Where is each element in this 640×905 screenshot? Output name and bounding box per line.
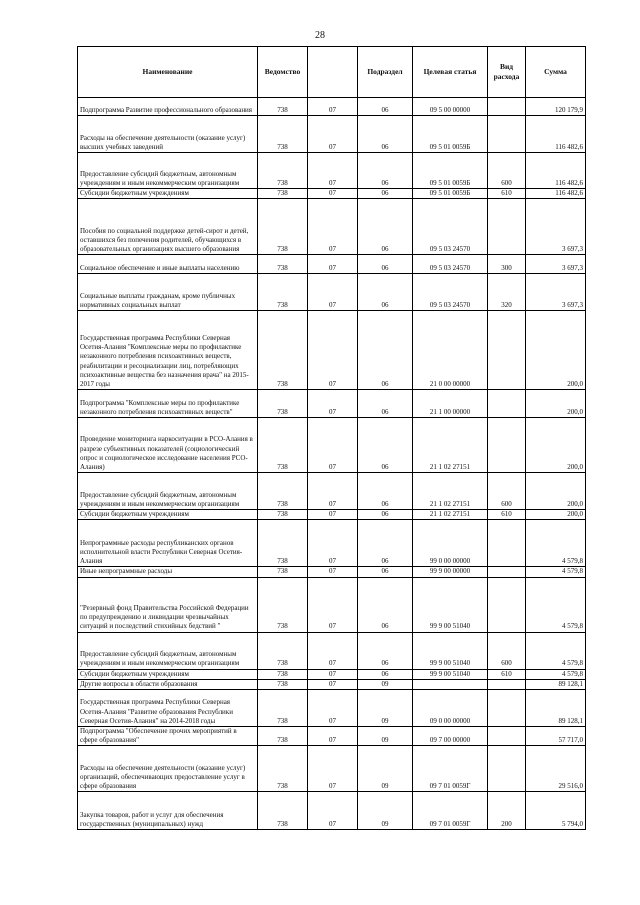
cell-name: Другие вопросы в области образования <box>78 679 258 689</box>
cell-expense-type: 610 <box>488 669 526 679</box>
cell-section: 07 <box>308 510 358 520</box>
cell-department: 738 <box>258 510 308 520</box>
cell-name: Социальные выплаты гражданам, кроме публичных нормативных социальных выплат <box>78 274 258 311</box>
table-row <box>78 274 586 311</box>
cell-name: Субсидии бюджетным учреждениям <box>78 189 258 199</box>
cell-amount: 200,0 <box>526 510 586 520</box>
cell-subsection: 09 <box>358 727 413 746</box>
cell-section: 07 <box>308 390 358 418</box>
budget-table <box>77 46 586 830</box>
cell-section: 07 <box>308 199 358 255</box>
cell-section: 07 <box>308 727 358 746</box>
cell-name: Подпрограмма Развитие профессионального образования <box>78 98 258 116</box>
table-row <box>78 577 586 632</box>
cell-amount: 200,0 <box>526 390 586 418</box>
table-row <box>78 669 586 679</box>
cell-target-article: 21 1 00 00000 <box>413 390 488 418</box>
header-target-article: Целевая статья <box>413 47 488 98</box>
cell-section: 07 <box>308 690 358 727</box>
table-row <box>78 727 586 746</box>
cell-department: 738 <box>258 632 308 669</box>
table-row <box>78 255 586 274</box>
cell-name: "Резервный фонд Правительства Российской Федерации по предупреждению и ликвидации чрезвычайных ситуаций и последствий стихийных бедствий " <box>78 577 258 632</box>
cell-amount: 116 482,6 <box>526 116 586 153</box>
cell-department: 738 <box>258 390 308 418</box>
cell-name: Субсидии бюджетным учреждениям <box>78 510 258 520</box>
table-row <box>78 746 586 792</box>
table-row <box>78 510 586 520</box>
cell-target-article: 09 5 03 24570 <box>413 255 488 274</box>
cell-section: 07 <box>308 189 358 199</box>
cell-section: 07 <box>308 116 358 153</box>
cell-expense-type <box>488 98 526 116</box>
cell-department: 738 <box>258 189 308 199</box>
cell-department: 738 <box>258 690 308 727</box>
cell-expense-type <box>488 311 526 390</box>
cell-section: 07 <box>308 418 358 473</box>
cell-department: 738 <box>258 473 308 510</box>
cell-amount: 120 179,9 <box>526 98 586 116</box>
cell-amount: 4 579,8 <box>526 669 586 679</box>
cell-expense-type <box>488 520 526 567</box>
cell-department: 738 <box>258 520 308 567</box>
header-name: Наименование <box>78 47 258 98</box>
cell-subsection: 09 <box>358 690 413 727</box>
table-row <box>78 418 586 473</box>
table-row <box>78 98 586 116</box>
header-department: Ведомство <box>258 47 308 98</box>
cell-department: 738 <box>258 274 308 311</box>
cell-subsection: 09 <box>358 792 413 830</box>
cell-section: 07 <box>308 746 358 792</box>
cell-subsection: 06 <box>358 567 413 577</box>
cell-section: 07 <box>308 632 358 669</box>
cell-subsection: 06 <box>358 669 413 679</box>
cell-section: 07 <box>308 153 358 189</box>
cell-amount: 4 579,8 <box>526 577 586 632</box>
cell-expense-type <box>488 199 526 255</box>
cell-subsection: 06 <box>358 510 413 520</box>
cell-section: 07 <box>308 98 358 116</box>
cell-name: Закупка товаров, работ и услуг для обеспечения государственных (муниципальных) нужд <box>78 792 258 830</box>
page-number: 28 <box>315 30 325 41</box>
cell-name: Предоставление субсидий бюджетным, автономным учреждениям и иным некоммерческим организациям <box>78 153 258 189</box>
cell-department: 738 <box>258 199 308 255</box>
cell-subsection: 06 <box>358 632 413 669</box>
cell-section: 07 <box>308 520 358 567</box>
cell-amount: 3 697,3 <box>526 199 586 255</box>
table-row <box>78 189 586 199</box>
cell-subsection: 06 <box>358 189 413 199</box>
cell-expense-type <box>488 679 526 689</box>
cell-amount: 200,0 <box>526 473 586 510</box>
cell-expense-type <box>488 418 526 473</box>
cell-department: 738 <box>258 792 308 830</box>
table-row <box>78 792 586 830</box>
cell-section: 07 <box>308 255 358 274</box>
table-row <box>78 632 586 669</box>
header-amount: Сумма <box>526 47 586 98</box>
cell-name: Непрограммные расходы республиканских органов исполнительной власти Республики Северная Осетия-Алания <box>78 520 258 567</box>
cell-amount: 116 482,6 <box>526 153 586 189</box>
cell-section: 07 <box>308 567 358 577</box>
cell-target-article: 99 0 00 00000 <box>413 520 488 567</box>
cell-name: Проведение мониторинга наркоситуации в РСО-Алания в разрезе субъективных показателей (социологический опрос и социологическое исследование населения РСО-Алания) <box>78 418 258 473</box>
cell-subsection: 06 <box>358 520 413 567</box>
table-row <box>78 390 586 418</box>
cell-target-article: 99 9 00 51040 <box>413 632 488 669</box>
cell-amount: 89 128,1 <box>526 679 586 689</box>
table-row <box>78 520 586 567</box>
table-body <box>78 98 586 830</box>
cell-department: 738 <box>258 567 308 577</box>
cell-name: Иные непрограммные расходы <box>78 567 258 577</box>
cell-expense-type <box>488 727 526 746</box>
cell-amount: 5 794,0 <box>526 792 586 830</box>
header-subsection: Подраздел <box>358 47 413 98</box>
cell-section: 07 <box>308 792 358 830</box>
table-row <box>78 567 586 577</box>
cell-amount: 3 697,3 <box>526 255 586 274</box>
cell-target-article: 09 5 01 0059Б <box>413 153 488 189</box>
cell-section: 07 <box>308 311 358 390</box>
cell-expense-type: 300 <box>488 255 526 274</box>
cell-name: Подпрограмма "Обеспечение прочих мероприятий в сфере образования" <box>78 727 258 746</box>
cell-department: 738 <box>258 669 308 679</box>
cell-target-article: 21 1 02 27151 <box>413 418 488 473</box>
header-expense-type: Вид расхода <box>488 47 526 98</box>
cell-department: 738 <box>258 727 308 746</box>
cell-department: 738 <box>258 116 308 153</box>
cell-subsection: 09 <box>358 746 413 792</box>
cell-target-article: 09 7 01 0059Г <box>413 792 488 830</box>
cell-name: Расходы на обеспечение деятельности (оказание услуг) организаций, обеспечивающих предоставление услуг в сфере образования <box>78 746 258 792</box>
cell-subsection: 06 <box>358 390 413 418</box>
cell-expense-type: 610 <box>488 189 526 199</box>
cell-target-article: 21 1 02 27151 <box>413 510 488 520</box>
cell-subsection: 06 <box>358 255 413 274</box>
cell-department: 738 <box>258 577 308 632</box>
cell-target-article: 09 7 01 0059Г <box>413 746 488 792</box>
cell-department: 738 <box>258 679 308 689</box>
cell-amount: 200,0 <box>526 311 586 390</box>
cell-name: Предоставление субсидий бюджетным, автономным учреждениям и иным некоммерческим организациям <box>78 473 258 510</box>
cell-expense-type <box>488 690 526 727</box>
cell-target-article: 09 5 01 0059Б <box>413 189 488 199</box>
cell-amount: 29 516,0 <box>526 746 586 792</box>
cell-amount: 200,0 <box>526 418 586 473</box>
cell-expense-type: 600 <box>488 153 526 189</box>
cell-target-article: 09 5 03 24570 <box>413 199 488 255</box>
cell-target-article: 99 9 00 00000 <box>413 567 488 577</box>
cell-name: Государственная программа Республики Северная Осетия-Алания "Комплексные меры по профилактике незаконного потребления психоактивных веществ, реабилитации и ресоциализации лиц, потребляющих психоактивные вещества без назначения врача" на 2015-2017 годы <box>78 311 258 390</box>
table-row <box>78 690 586 727</box>
cell-target-article: 21 1 02 27151 <box>413 473 488 510</box>
cell-section: 07 <box>308 473 358 510</box>
cell-expense-type <box>488 746 526 792</box>
table-row <box>78 311 586 390</box>
cell-name: Пособия по социальной поддержке детей-сирот и детей, оставшихся без попечения родителей, обучающихся в образовательных организациях высшего образования <box>78 199 258 255</box>
header-section <box>308 47 358 98</box>
cell-subsection: 09 <box>358 679 413 689</box>
cell-target-article: 09 5 00 00000 <box>413 98 488 116</box>
cell-expense-type: 200 <box>488 792 526 830</box>
table-header-row <box>78 47 586 98</box>
cell-expense-type: 600 <box>488 632 526 669</box>
cell-target-article: 09 5 01 0059Б <box>413 116 488 153</box>
cell-amount: 4 579,8 <box>526 632 586 669</box>
cell-amount: 116 482,6 <box>526 189 586 199</box>
cell-amount: 89 128,1 <box>526 690 586 727</box>
cell-amount: 57 717,0 <box>526 727 586 746</box>
cell-expense-type: 610 <box>488 510 526 520</box>
cell-expense-type <box>488 390 526 418</box>
cell-expense-type: 320 <box>488 274 526 311</box>
cell-section: 07 <box>308 669 358 679</box>
cell-subsection: 06 <box>358 577 413 632</box>
cell-expense-type <box>488 577 526 632</box>
cell-expense-type <box>488 116 526 153</box>
cell-subsection: 06 <box>358 116 413 153</box>
cell-target-article: 09 7 00 00000 <box>413 727 488 746</box>
cell-department: 738 <box>258 311 308 390</box>
cell-expense-type <box>488 567 526 577</box>
cell-name: Предоставление субсидий бюджетным, автономным учреждениям и иным некоммерческим организациям <box>78 632 258 669</box>
cell-target-article: 09 5 03 24570 <box>413 274 488 311</box>
table-row <box>78 473 586 510</box>
cell-department: 738 <box>258 98 308 116</box>
cell-department: 738 <box>258 153 308 189</box>
cell-name: Социальное обеспечение и иные выплаты населению <box>78 255 258 274</box>
cell-name: Государственная программа Республики Северная Осетия-Алания "Развитие образования Республики Северная Осетия-Алания" на 2014-2018 годы <box>78 690 258 727</box>
cell-name: Расходы на обеспечение деятельности (оказание услуг) высших учебных заведений <box>78 116 258 153</box>
cell-target-article <box>413 679 488 689</box>
table-row <box>78 153 586 189</box>
cell-subsection: 06 <box>358 418 413 473</box>
cell-name: Субсидии бюджетным учреждениям <box>78 669 258 679</box>
table-row <box>78 679 586 689</box>
cell-target-article: 99 9 00 51040 <box>413 669 488 679</box>
cell-section: 07 <box>308 274 358 311</box>
cell-expense-type: 600 <box>488 473 526 510</box>
cell-subsection: 06 <box>358 311 413 390</box>
cell-target-article: 09 0 00 00000 <box>413 690 488 727</box>
table-row <box>78 199 586 255</box>
cell-subsection: 06 <box>358 473 413 510</box>
cell-name: Подпрограмма "Комплексные меры по профилактике незаконного потребления психоактивных веществ" <box>78 390 258 418</box>
cell-subsection: 06 <box>358 199 413 255</box>
cell-department: 738 <box>258 255 308 274</box>
cell-section: 07 <box>308 577 358 632</box>
cell-subsection: 06 <box>358 98 413 116</box>
cell-target-article: 21 0 00 00000 <box>413 311 488 390</box>
cell-amount: 3 697,3 <box>526 274 586 311</box>
cell-amount: 4 579,8 <box>526 520 586 567</box>
table-row <box>78 116 586 153</box>
cell-amount: 4 579,8 <box>526 567 586 577</box>
cell-section: 07 <box>308 679 358 689</box>
cell-target-article: 99 9 00 51040 <box>413 577 488 632</box>
cell-subsection: 06 <box>358 274 413 311</box>
cell-department: 738 <box>258 746 308 792</box>
cell-subsection: 06 <box>358 153 413 189</box>
cell-department: 738 <box>258 418 308 473</box>
